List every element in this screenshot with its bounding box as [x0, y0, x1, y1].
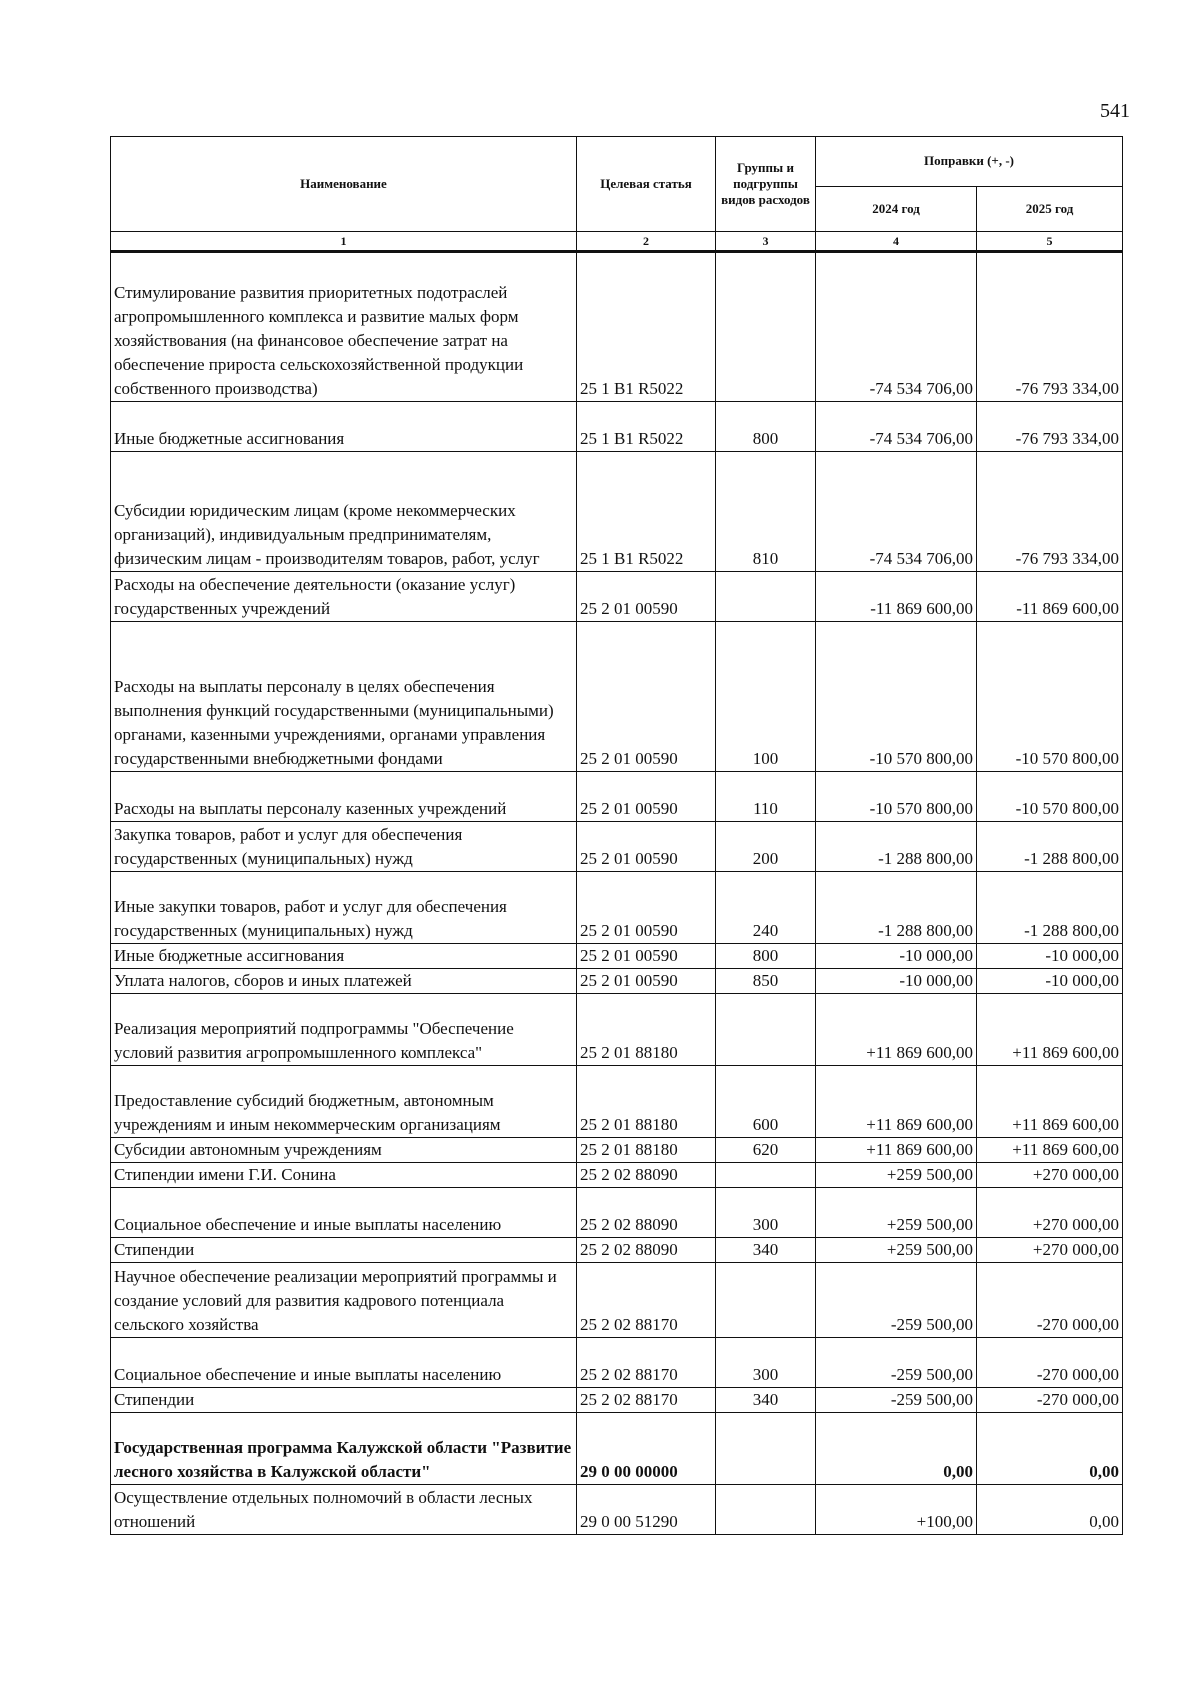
table-body [111, 252, 1123, 1535]
row-target-code: 25 1 B1 R5022 [577, 402, 716, 452]
row-name: Стипендии имени Г.И. Сонина [111, 1163, 577, 1188]
row-name: Закупка товаров, работ и услуг для обеспечения государственных (муниципальных) нужд [111, 822, 577, 872]
row-amount-2025: -1 288 800,00 [977, 822, 1123, 872]
row-name: Стипендии [111, 1388, 577, 1413]
table-row [111, 1413, 1123, 1485]
header-group: Группы и подгруппы видов расходов [716, 137, 816, 232]
row-name: Расходы на обеспечение деятельности (оказание услуг) государственных учреждений [111, 572, 577, 622]
row-target-code: 25 2 01 00590 [577, 872, 716, 944]
row-target-code: 25 2 02 88090 [577, 1188, 716, 1238]
row-expense-group: 100 [716, 622, 816, 772]
row-amount-2024: -10 000,00 [816, 944, 977, 969]
row-name: Расходы на выплаты персоналу в целях обеспечения выполнения функций государственными (муниципальными) органами, казенными учреждениями, органами управления государственными внебюджетными фондами [111, 622, 577, 772]
row-name: Иные бюджетные ассигнования [111, 402, 577, 452]
row-amount-2024: -11 869 600,00 [816, 572, 977, 622]
row-name: Иные закупки товаров, работ и услуг для обеспечения государственных (муниципальных) нужд [111, 872, 577, 944]
row-amount-2025: -10 000,00 [977, 944, 1123, 969]
row-amount-2025: -11 869 600,00 [977, 572, 1123, 622]
row-amount-2025: +270 000,00 [977, 1238, 1123, 1263]
row-amount-2024: +11 869 600,00 [816, 1138, 977, 1163]
table-row [111, 1188, 1123, 1238]
row-amount-2025: -1 288 800,00 [977, 872, 1123, 944]
header-col-number: 3 [716, 232, 816, 252]
row-amount-2025: +270 000,00 [977, 1163, 1123, 1188]
row-target-code: 25 2 02 88170 [577, 1263, 716, 1338]
row-amount-2024: -10 570 800,00 [816, 622, 977, 772]
row-name: Стипендии [111, 1238, 577, 1263]
row-expense-group [716, 1485, 816, 1535]
table-header [111, 137, 1123, 252]
row-expense-group [716, 1163, 816, 1188]
row-name: Реализация мероприятий подпрограммы "Обеспечение условий развития агропромышленного комплекса" [111, 994, 577, 1066]
row-amount-2025: -270 000,00 [977, 1263, 1123, 1338]
header-col-number: 1 [111, 232, 577, 252]
row-amount-2025: +11 869 600,00 [977, 994, 1123, 1066]
row-amount-2024: -74 534 706,00 [816, 452, 977, 572]
row-expense-group: 620 [716, 1138, 816, 1163]
row-amount-2025: -270 000,00 [977, 1338, 1123, 1388]
row-amount-2024: +11 869 600,00 [816, 1066, 977, 1138]
table-row [111, 622, 1123, 772]
row-expense-group: 850 [716, 969, 816, 994]
row-target-code: 25 2 01 00590 [577, 822, 716, 872]
row-expense-group: 340 [716, 1238, 816, 1263]
table-row [111, 1066, 1123, 1138]
table-row [111, 252, 1123, 402]
header-year-2024: 2024 год [816, 187, 977, 232]
row-expense-group [716, 1413, 816, 1485]
row-name: Субсидии автономным учреждениям [111, 1138, 577, 1163]
table-row [111, 572, 1123, 622]
table-row [111, 452, 1123, 572]
row-expense-group: 810 [716, 452, 816, 572]
row-target-code: 25 2 02 88090 [577, 1163, 716, 1188]
row-amount-2025: -76 793 334,00 [977, 252, 1123, 402]
row-target-code: 25 2 02 88170 [577, 1338, 716, 1388]
row-amount-2025: -76 793 334,00 [977, 452, 1123, 572]
header-col-number: 5 [977, 232, 1123, 252]
row-amount-2025: 0,00 [977, 1485, 1123, 1535]
row-name: Научное обеспечение реализации мероприятий программы и создание условий для развития кадрового потенциала сельского хозяйства [111, 1263, 577, 1338]
row-expense-group: 240 [716, 872, 816, 944]
row-amount-2025: -10 570 800,00 [977, 622, 1123, 772]
row-expense-group: 800 [716, 944, 816, 969]
table-row [111, 822, 1123, 872]
header-name: Наименование [111, 137, 577, 232]
row-expense-group: 340 [716, 1388, 816, 1413]
row-name: Субсидии юридическим лицам (кроме некоммерческих организаций), индивидуальным предпринимателям, физическим лицам - производителям товаров, работ, услуг [111, 452, 577, 572]
row-amount-2025: +11 869 600,00 [977, 1066, 1123, 1138]
row-amount-2025: 0,00 [977, 1413, 1123, 1485]
row-amount-2025: +270 000,00 [977, 1188, 1123, 1238]
table-row [111, 1338, 1123, 1388]
row-amount-2024: -259 500,00 [816, 1338, 977, 1388]
row-expense-group: 300 [716, 1188, 816, 1238]
row-target-code: 25 2 01 00590 [577, 772, 716, 822]
header-col-number: 4 [816, 232, 977, 252]
row-expense-group: 200 [716, 822, 816, 872]
row-amount-2024: -74 534 706,00 [816, 252, 977, 402]
row-target-code: 25 2 02 88090 [577, 1238, 716, 1263]
table-row [111, 402, 1123, 452]
row-amount-2024: -74 534 706,00 [816, 402, 977, 452]
row-amount-2024: -1 288 800,00 [816, 872, 977, 944]
row-amount-2024: -1 288 800,00 [816, 822, 977, 872]
table-row [111, 1163, 1123, 1188]
row-expense-group: 300 [716, 1338, 816, 1388]
table-row [111, 1388, 1123, 1413]
row-amount-2024: -10 570 800,00 [816, 772, 977, 822]
row-name: Расходы на выплаты персоналу казенных учреждений [111, 772, 577, 822]
table-row [111, 944, 1123, 969]
row-target-code: 25 2 01 00590 [577, 622, 716, 772]
header-target: Целевая статья [577, 137, 716, 232]
row-amount-2024: +11 869 600,00 [816, 994, 977, 1066]
row-name: Государственная программа Калужской области "Развитие лесного хозяйства в Калужской области" [111, 1413, 577, 1485]
page-number: 541 [1100, 100, 1130, 122]
row-amount-2024: +259 500,00 [816, 1238, 977, 1263]
table-row [111, 994, 1123, 1066]
table-row [111, 1238, 1123, 1263]
row-expense-group [716, 572, 816, 622]
row-amount-2025: -270 000,00 [977, 1388, 1123, 1413]
row-target-code: 29 0 00 00000 [577, 1413, 716, 1485]
row-amount-2025: -76 793 334,00 [977, 402, 1123, 452]
header-col-number: 2 [577, 232, 716, 252]
row-amount-2024: -10 000,00 [816, 969, 977, 994]
row-amount-2025: -10 570 800,00 [977, 772, 1123, 822]
row-target-code: 25 2 01 88180 [577, 1138, 716, 1163]
row-expense-group: 110 [716, 772, 816, 822]
row-name: Социальное обеспечение и иные выплаты населению [111, 1338, 577, 1388]
table-row [111, 872, 1123, 944]
row-expense-group [716, 252, 816, 402]
row-amount-2025: +11 869 600,00 [977, 1138, 1123, 1163]
row-target-code: 25 2 01 00590 [577, 572, 716, 622]
header-year-2025: 2025 год [977, 187, 1123, 232]
row-amount-2025: -10 000,00 [977, 969, 1123, 994]
row-target-code: 25 2 01 00590 [577, 969, 716, 994]
row-target-code: 25 2 01 00590 [577, 944, 716, 969]
row-amount-2024: 0,00 [816, 1413, 977, 1485]
row-amount-2024: +100,00 [816, 1485, 977, 1535]
row-amount-2024: -259 500,00 [816, 1388, 977, 1413]
row-target-code: 25 2 02 88170 [577, 1388, 716, 1413]
row-expense-group [716, 1263, 816, 1338]
table-row [111, 1263, 1123, 1338]
budget-table [110, 136, 1123, 1535]
row-amount-2024: +259 500,00 [816, 1163, 977, 1188]
row-target-code: 25 2 01 88180 [577, 1066, 716, 1138]
table-row [111, 969, 1123, 994]
row-name: Иные бюджетные ассигнования [111, 944, 577, 969]
row-amount-2024: +259 500,00 [816, 1188, 977, 1238]
row-expense-group: 800 [716, 402, 816, 452]
table-row [111, 772, 1123, 822]
row-name: Социальное обеспечение и иные выплаты населению [111, 1188, 577, 1238]
row-name: Стимулирование развития приоритетных подотраслей агропромышленного комплекса и развитие малых форм хозяйствования (на финансовое обеспечение затрат на обеспечение прироста сельскохозяйственной продукции собственного производства) [111, 252, 577, 402]
row-target-code: 25 2 01 88180 [577, 994, 716, 1066]
row-name: Осуществление отдельных полномочий в области лесных отношений [111, 1485, 577, 1535]
row-target-code: 29 0 00 51290 [577, 1485, 716, 1535]
row-expense-group: 600 [716, 1066, 816, 1138]
row-target-code: 25 1 B1 R5022 [577, 252, 716, 402]
row-name: Уплата налогов, сборов и иных платежей [111, 969, 577, 994]
table-row [111, 1138, 1123, 1163]
row-name: Предоставление субсидий бюджетным, автономным учреждениям и иным некоммерческим организациям [111, 1066, 577, 1138]
row-expense-group [716, 994, 816, 1066]
row-amount-2024: -259 500,00 [816, 1263, 977, 1338]
header-amendments: Поправки (+, -) [816, 137, 1123, 187]
table-row [111, 1485, 1123, 1535]
row-target-code: 25 1 B1 R5022 [577, 452, 716, 572]
